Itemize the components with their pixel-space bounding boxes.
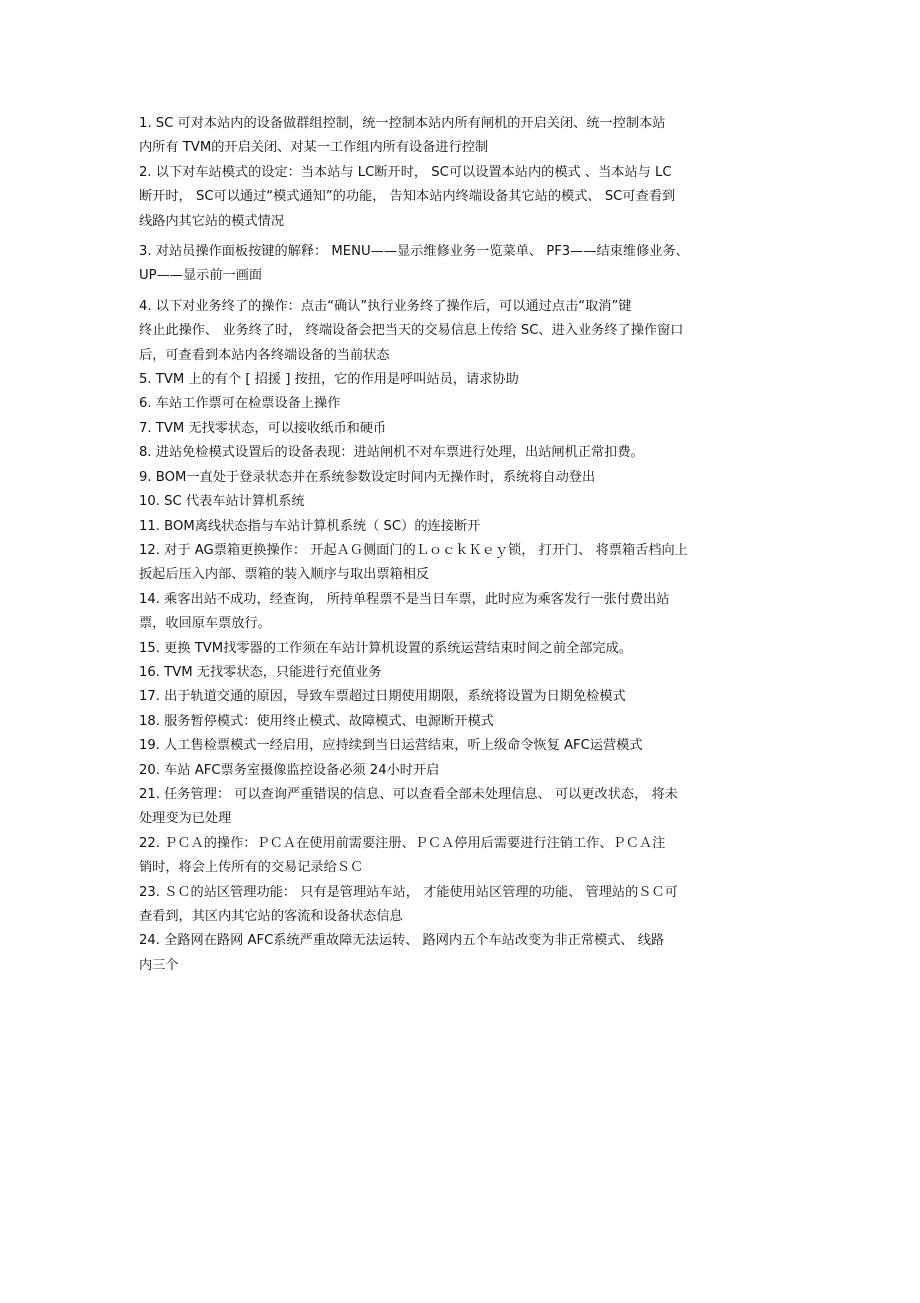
text-line: 处理变为已处理 bbox=[139, 811, 232, 827]
list-item bbox=[139, 710, 784, 734]
list-item bbox=[139, 295, 784, 368]
text-line: 17. 出于轨道交通的原因，导致车票超过日期使用期限，系统将设置为日期免检模式 bbox=[139, 689, 626, 705]
list-item bbox=[139, 734, 784, 758]
text-line: 19. 人工售检票模式一经启用，应持续到当日运营结束，听上级命令恢复 AFC运营模式 bbox=[139, 738, 643, 754]
list-item bbox=[139, 539, 784, 588]
text-line: 查看到，其区内其它站的客流和设备状态信息 bbox=[139, 909, 403, 924]
text-line: 8. 进站免检模式设置后的设备表现：进站闸机不对车票进行处理，出站闸机正常扣费。 bbox=[139, 445, 644, 461]
list-item bbox=[139, 466, 784, 490]
text-line: 5. TVM 上的有个 [ 招援 ] 按扭，它的作用是呼叫站员，请求协助 bbox=[139, 372, 519, 388]
text-line: 22. ＰＣＡ的操作：ＰＣＡ在使用前需要注册、ＰＣＡ停用后需要进行注销工作、ＰＣＡ注 bbox=[139, 835, 666, 851]
text-line: 终止此操作、 业务终了时， 终端设备会把当天的交易信息上传给 SC、进入业务终了操作窗口 bbox=[139, 323, 684, 339]
list-item bbox=[139, 240, 784, 289]
text-line: 12. 对于 AG票箱更换操作： 开起ＡＧ侧面门的ＬｏｃｋＫｅｙ锁， 打开门、 将票箱舌档向上 bbox=[139, 542, 688, 558]
text-line: 断开时， SC可以通过“模式通知”的功能， 告知本站内终端设备其它站的模式、 SC可查看到 bbox=[139, 189, 676, 205]
list-item bbox=[139, 929, 784, 978]
text-line: 6. 车站工作票可在检票设备上操作 bbox=[139, 396, 341, 412]
list-item bbox=[139, 392, 784, 416]
list-item bbox=[139, 515, 784, 539]
text-line: 23. ＳＣ的站区管理功能： 只有是管理站车站， 才能使用站区管理的功能、 管理站的ＳＣ可 bbox=[139, 884, 678, 900]
list-item bbox=[139, 685, 784, 709]
text-line: 10. SC 代表车站计算机系统 bbox=[139, 494, 305, 510]
list-item bbox=[139, 490, 784, 514]
text-line: 2. 以下对车站模式的设定：当本站与 LC断开时， SC可以设置本站内的模式 、当本站与 LC bbox=[139, 164, 672, 180]
list-item bbox=[139, 112, 784, 161]
text-line: 线路内其它站的模式情况 bbox=[139, 213, 285, 229]
text-line: 20. 车站 AFC票务室摄像监控设备必须 24小时开启 bbox=[139, 762, 440, 778]
list-item bbox=[139, 368, 784, 392]
text-line: 24. 全路网在路网 AFC系统严重故障无法运转、 路网内五个车站改变为非正常模式、 线路 bbox=[139, 933, 665, 949]
text-line: 14. 乘客出站不成功，经查询， 所持单程票不是当日车票，此时应为乘客发行一张付费出站 bbox=[139, 591, 670, 607]
text-line: 11. BOM离线状态指与车站计算机系统（ SC）的连接断开 bbox=[139, 518, 481, 534]
text-line: 15. 更换 TVM找零器的工作须在车站计算机设置的系统运营结束时间之前全部完成。 bbox=[139, 640, 632, 656]
text-line: 21. 任务管理： 可以查询严重错误的信息、可以查看全部未处理信息、 可以更改状态， 将未 bbox=[139, 786, 678, 802]
list-item bbox=[139, 783, 784, 832]
text-line: 4. 以下对业务终了的操作：点击“确认”执行业务终了操作后，可以通过点击“取消”键 bbox=[139, 298, 632, 314]
text-line: UP——显示前一画面 bbox=[139, 268, 263, 284]
list-item bbox=[139, 832, 784, 881]
text-line: 销时，将会上传所有的交易记录给ＳＣ bbox=[139, 860, 364, 876]
text-line: 16. TVM 无找零状态，只能进行充值业务 bbox=[139, 664, 382, 680]
list-item bbox=[139, 441, 784, 465]
list-item bbox=[139, 881, 784, 930]
document-body bbox=[139, 112, 784, 978]
text-line: 9. BOM一直处于登录状态并在系统参数设定时间内无操作时，系统将自动登出 bbox=[139, 469, 596, 485]
list-item bbox=[139, 417, 784, 441]
list-item bbox=[139, 661, 784, 685]
text-line: 内所有 TVM的开启关闭、对某一工作组内所有设备进行控制 bbox=[139, 140, 489, 156]
text-line: 1. SC 可对本站内的设备做群组控制，统一控制本站内所有闸机的开启关闭、统一控制本站 bbox=[139, 116, 666, 131]
list-item bbox=[139, 161, 784, 234]
list-item bbox=[139, 759, 784, 783]
text-line: 内三个 bbox=[139, 957, 179, 973]
text-line: 后，可查看到本站内各终端设备的当前状态 bbox=[139, 347, 390, 363]
text-line: 扳起后压入内部、票箱的装入顺序与取出票箱相反 bbox=[139, 567, 430, 583]
text-line: 3. 对站员操作面板按键的解释： MENU——显示维修业务一览菜单、 PF3——结束维修业务、 bbox=[139, 244, 689, 260]
text-line: 7. TVM 无找零状态，可以接收纸币和硬币 bbox=[139, 420, 387, 436]
list-item bbox=[139, 588, 784, 637]
text-line: 票，收回原车票放行。 bbox=[139, 616, 271, 632]
list-item bbox=[139, 637, 784, 661]
text-line: 18. 服务暂停模式：使用终止模式、故障模式、电源断开模式 bbox=[139, 713, 494, 729]
